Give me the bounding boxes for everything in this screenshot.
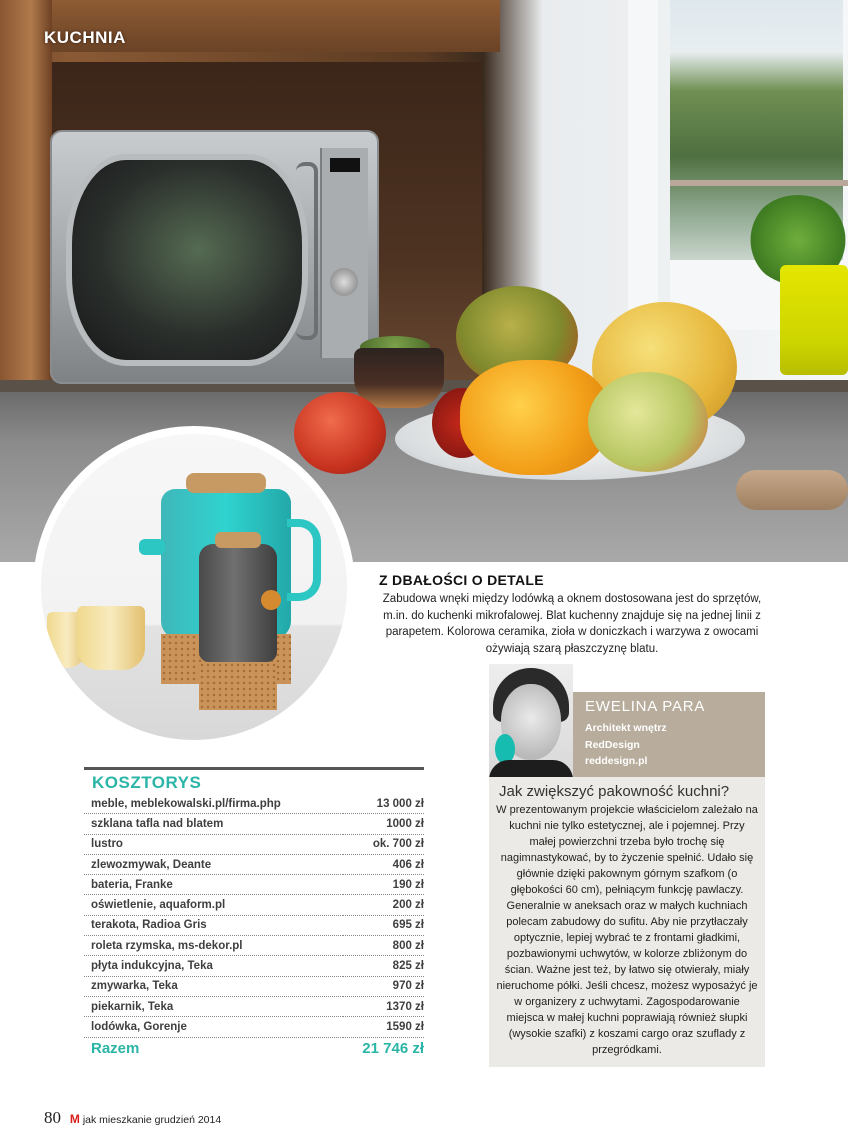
microwave [50,130,379,384]
cost-item-price: 13 000 zł [343,794,424,814]
expert-qa [489,777,765,1067]
cost-row [84,1017,424,1037]
cost-item-price: 695 zł [343,915,424,935]
cost-row [84,834,424,854]
cost-row [84,915,424,935]
microwave-knob [330,268,358,296]
apple [588,372,708,472]
microwave-door [66,154,308,366]
expert-box [573,692,765,777]
page-footer [44,1108,221,1128]
yellow-pot [780,265,848,375]
expert-name: EWELINA PARA [585,698,706,715]
cost-row [84,875,424,895]
issue-date: grudzień 2014 [154,1114,222,1126]
total-label: Razem [91,1039,140,1057]
expert-company: RedDesign [585,738,640,751]
magazine-logo: M [69,1112,80,1126]
cost-item-name: szklana tafla nad blatem [84,814,343,834]
cup [77,606,145,670]
cost-item-name: lustro [84,834,343,854]
qa-answer: W prezentowanym projekcie właścicielom zależało na kuchni nie tylko estetycznej, ale i pojemnej. Przy małej powierzchni trzeba było trochę się nagimnastykować, by to życzenie spełnić. Udało się głównie dzięki pakownym górnym szafkom (o głębokości 60 cm), pełniącym funkcję pawlaczy. Generalnie w aneksach oraz w małych kuchniach polecam zabudowy do sufitu. Aby nie przytłaczały optycznie, lepiej wybrać te z frontami gładkimi, pozbawionymi uchwytów, w kolorze zbliżonym do ścian. Ważne jest też, by łatwo się otwierały, miały nieruchome półki. Jeśli chcesz, możesz wyposażyć je w organizery z uchwytami. Zagospodarowanie miejsca w małej kuchni poprawiają również słupki (wysokie szafki) z koszami cargo oraz szuflady z przegródkami. [496,804,758,1056]
cost-row [84,976,424,996]
cost-row [84,895,424,915]
cost-item-price: 800 zł [343,936,424,956]
cost-item-name: piekarnik, Teka [84,996,343,1016]
cost-row [84,956,424,976]
caption-title: Z DBAŁOŚCI O DETALE [379,572,544,588]
cost-item-name: roleta rzymska, ms-dekor.pl [84,936,343,956]
expert-website[interactable]: reddesign.pl [585,755,648,767]
cost-item-price: 200 zł [343,895,424,915]
total-value: 21 746 zł [362,1039,424,1057]
photo-caption [372,572,772,657]
qa-question: Jak zwiększyć pakowność kuchni? [499,783,730,800]
cost-item-name: oświetlenie, aquaform.pl [84,895,343,915]
cost-row [84,936,424,956]
microwave-display [330,158,360,172]
expert-role: Architekt wnętrz [585,722,667,734]
total-row [84,1037,424,1059]
cost-item-price: 190 zł [343,875,424,895]
cost-item-price: 1590 zł [343,1017,424,1037]
cost-item-price: 970 zł [343,976,424,996]
cost-item-price: 825 zł [343,956,424,976]
cost-item-name: meble, meblekowalski.pl/firma.php [84,794,343,814]
expert-portrait [489,664,573,777]
cost-item-name: bateria, Franke [84,875,343,895]
ceramic-bowl [354,348,444,408]
page-number: 80 [44,1108,61,1127]
cost-row [84,814,424,834]
divider [84,767,424,770]
cost-item-price: 1370 zł [343,996,424,1016]
cost-item-price: 406 zł [343,854,424,874]
cost-item-price: 1000 zł [343,814,424,834]
cost-title: KOSZTORYS [92,773,202,792]
cost-item-name: zmywarka, Teka [84,976,343,996]
cost-row [84,854,424,874]
caption-text: Zabudowa wnęki między lodówką a oknem dostosowana jest do sprzętów, m.in. do kuchenki mikrofalowej. Blat kuchenny znajduje się na jednej linii z parapetem. Kolorowa ceramika, zioła w doniczkach i warzywa z owocami ożywiają szarą płaszczyznę blatu. [382,593,762,655]
tomato [294,392,386,474]
cost-table [84,767,424,1059]
cost-row [84,996,424,1016]
section-label: KUCHNIA [44,28,126,47]
cost-item-name: płyta indukcyjna, Teka [84,956,343,976]
cost-item-name: zlewozmywak, Deante [84,854,343,874]
magazine-name: jak mieszkanie [82,1114,152,1126]
wooden-board [736,470,848,510]
cost-item-price: ok. 700 zł [343,834,424,854]
ceramics-inset-photo [33,426,355,748]
cost-item-name: terakota, Radioa Gris [84,915,343,935]
cost-item-name: lodówka, Gorenje [84,1017,343,1037]
sugar-bowl [199,544,277,662]
cost-row [84,794,424,814]
